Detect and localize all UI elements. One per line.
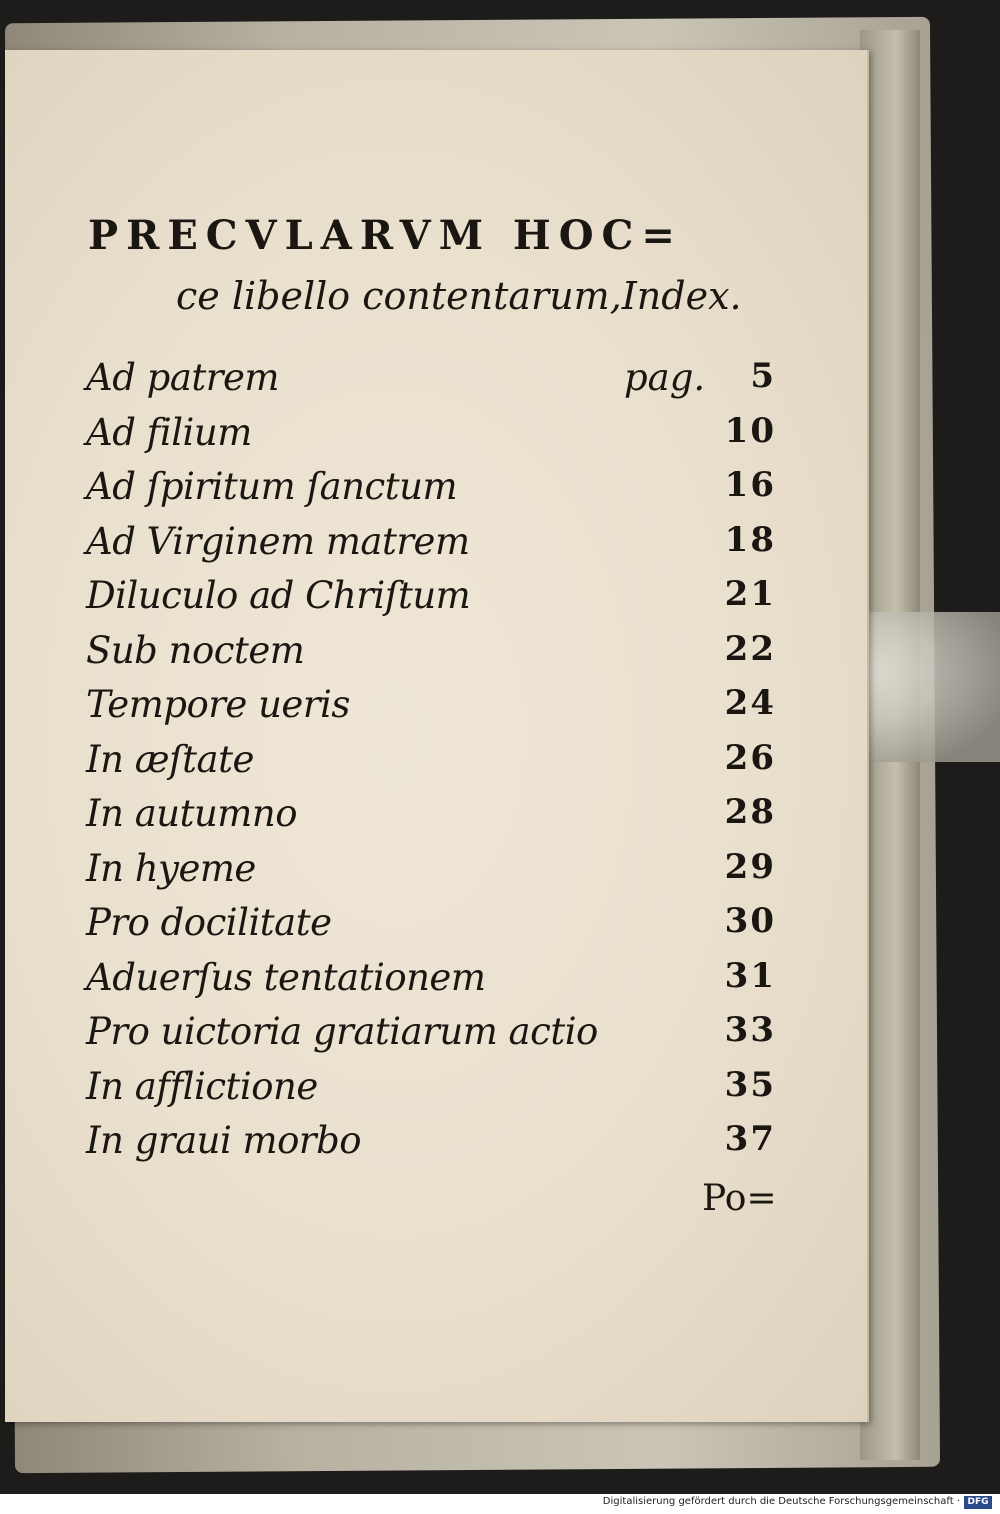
index-entry: [86, 520, 786, 575]
entry-title: Ad Virginem matrem: [86, 519, 470, 563]
entry-title: In graui morbo: [86, 1119, 362, 1162]
entry-title: Pro docilitate: [86, 901, 332, 944]
index-entry: [86, 847, 786, 902]
footer-bar: [0, 1494, 1000, 1514]
index-entry: [86, 1065, 786, 1120]
index-entry: [86, 738, 786, 793]
index-entry: [86, 629, 786, 684]
entry-page-number: 33: [724, 1010, 776, 1050]
index-entry: [86, 1010, 786, 1065]
entry-title: In hyeme: [86, 846, 256, 890]
index-entry: [86, 411, 786, 466]
index-entry: [86, 356, 786, 411]
entry-title: In afflictione: [86, 1064, 318, 1108]
index-list: [86, 356, 786, 1174]
index-entry: [86, 792, 786, 847]
entry-page-number: 26: [724, 737, 776, 778]
entry-page-number: 10: [724, 410, 776, 451]
entry-title: In æſtate: [86, 737, 254, 781]
entry-title: Ad filium: [86, 410, 252, 454]
entry-page-number: 37: [724, 1119, 776, 1159]
entry-page-number: 22: [724, 628, 776, 669]
entry-title: In autumno: [86, 792, 297, 835]
page-abbreviation: pag.: [624, 356, 706, 399]
index-title: PRECVLARVM HOC=: [88, 212, 683, 259]
entry-page-number: 21: [724, 574, 776, 614]
entry-page-number: 35: [724, 1064, 776, 1105]
entry-page-number: 29: [724, 846, 776, 887]
funding-credit: Digitalisierung gefördert durch die Deutsche Forschungsgemeinschaft ·: [602, 1496, 960, 1507]
dfg-logo-icon: DFG: [964, 1496, 992, 1509]
index-subtitle: ce libello contentarum,Index.: [176, 274, 742, 318]
entry-page-number: 16: [724, 465, 776, 505]
index-entry: [86, 574, 786, 629]
index-entry: [86, 956, 786, 1011]
entry-page-number: 24: [724, 683, 776, 723]
entry-title: Sub noctem: [86, 628, 305, 672]
index-entry: [86, 1119, 786, 1174]
entry-page-number: 28: [724, 792, 776, 832]
entry-page-number: 30: [724, 901, 776, 941]
catchword: Po=: [702, 1178, 777, 1219]
index-entry: [86, 901, 786, 956]
entry-page-number: 5: [750, 356, 776, 396]
index-entry: [86, 465, 786, 520]
entry-title: Ad ſpiritum ſanctum: [86, 465, 458, 508]
entry-title: Ad patrem: [86, 356, 279, 399]
entry-title: Tempore ueris: [86, 683, 350, 726]
entry-title: Diluculo ad Chriſtum: [86, 574, 471, 617]
entry-title: Aduerſus tentationem: [86, 955, 486, 999]
entry-title: Pro uictoria gratiarum actio: [86, 1010, 598, 1053]
entry-page-number: 18: [724, 519, 776, 560]
index-entry: [86, 683, 786, 738]
entry-page-number: 31: [724, 955, 776, 996]
